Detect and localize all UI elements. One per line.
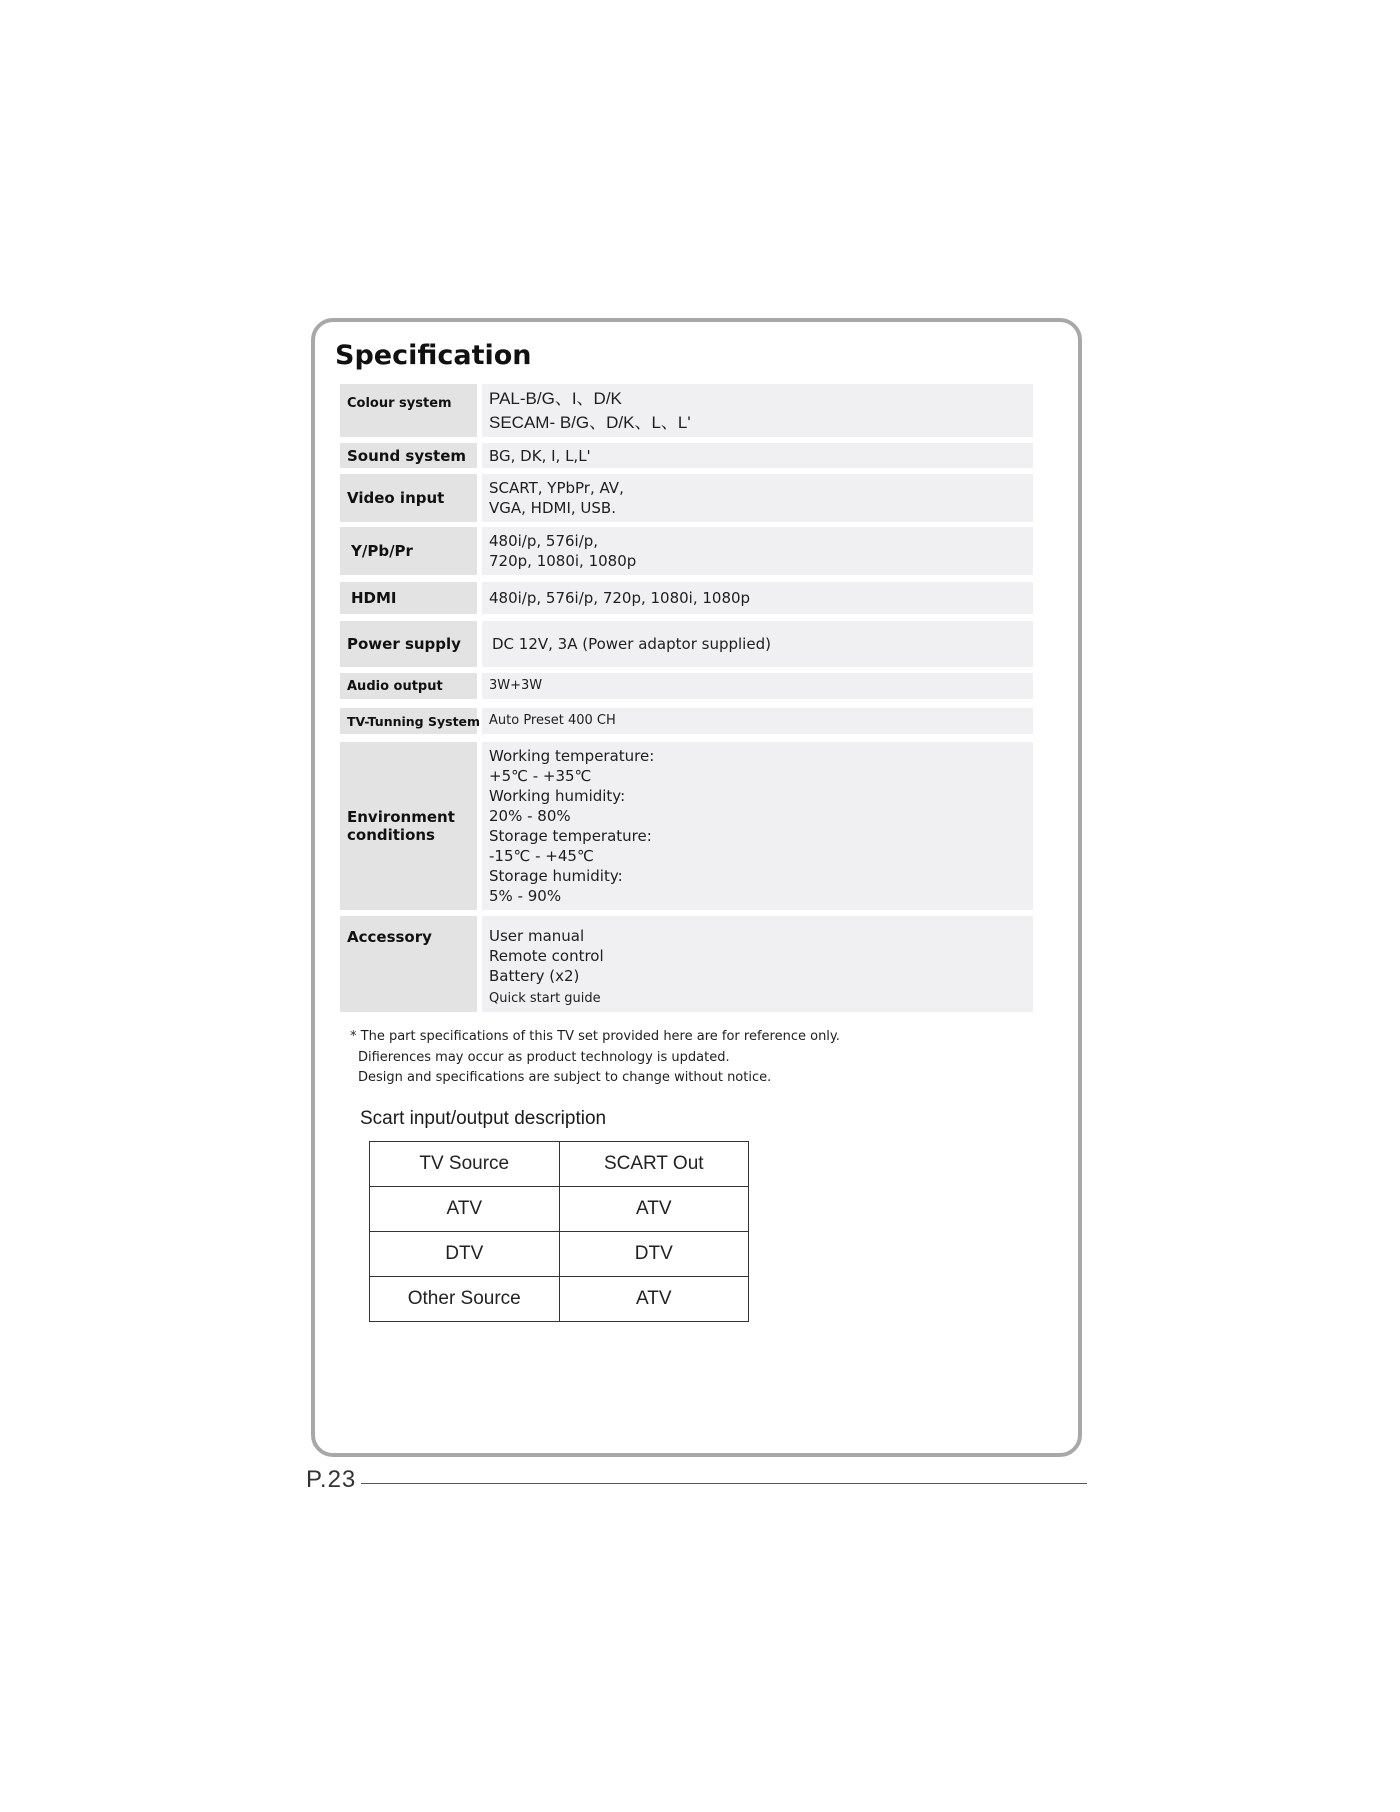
spec-row-ypbpr	[340, 527, 1033, 575]
table-header-cell: TV Source	[370, 1142, 560, 1187]
table-header-row	[370, 1142, 749, 1187]
spec-value	[482, 443, 1033, 468]
table-header-cell: SCART Out	[559, 1142, 749, 1187]
spec-value-line: 720p, 1080i, 1080p	[489, 552, 637, 570]
table-row	[370, 1277, 749, 1322]
spec-value-line: 480i/p, 576i/p, 720p, 1080i, 1080p	[489, 589, 751, 607]
page-title: Specification	[335, 340, 532, 371]
spec-label: Video input	[340, 474, 477, 522]
spec-value-line: Remote control	[489, 947, 604, 965]
table-cell: DTV	[559, 1232, 749, 1277]
disclaimer-line: Design and specifications are subject to change without notice.	[358, 1070, 772, 1085]
spec-value	[482, 384, 1033, 437]
disclaimer-notes	[350, 1027, 840, 1089]
spec-row-tv-tuning-system	[340, 708, 1033, 734]
spec-value	[482, 708, 1033, 734]
spec-value	[482, 742, 1033, 910]
spec-value-line: Storage humidity:	[489, 867, 623, 885]
table-cell: ATV	[559, 1187, 749, 1232]
spec-value	[482, 673, 1033, 699]
spec-row-sound-system	[340, 443, 1033, 468]
spec-value-line: 480i/p, 576i/p,	[489, 532, 599, 550]
spec-value-line: Storage temperature:	[489, 827, 652, 845]
table-row	[370, 1232, 749, 1277]
spec-value-line: +5℃ - +35℃	[489, 767, 592, 785]
spec-label: Power supply	[340, 621, 477, 667]
footer-rule	[361, 1483, 1087, 1484]
spec-value	[482, 582, 1033, 614]
spec-value-line: -15℃ - +45℃	[489, 847, 594, 865]
spec-value-line: SCART, YPbPr, AV,	[489, 479, 624, 497]
spec-value-line: Auto Preset 400 CH	[489, 713, 616, 728]
table-cell: DTV	[370, 1232, 560, 1277]
spec-value-line: SECAM- B/G、D/K、L、L'	[489, 412, 691, 432]
table-cell: ATV	[370, 1187, 560, 1232]
spec-value	[482, 474, 1033, 522]
scart-table	[369, 1141, 749, 1322]
scart-section-title: Scart input/output description	[360, 1108, 607, 1129]
spec-value	[482, 527, 1033, 575]
spec-value-line: Quick start guide	[489, 991, 601, 1006]
disclaimer-line: * The part specifications of this TV set provided here are for reference only.	[350, 1029, 840, 1044]
spec-label: Y/Pb/Pr	[340, 527, 477, 575]
spec-value-line: 3W+3W	[489, 678, 543, 693]
spec-row-accessory	[340, 916, 1033, 1012]
spec-value-line: PAL-B/G、I、D/K	[489, 388, 622, 408]
spec-value	[482, 621, 1033, 667]
spec-row-hdmi	[340, 582, 1033, 614]
spec-value-line: Working humidity:	[489, 787, 626, 805]
spec-row-power-supply	[340, 621, 1033, 667]
spec-label: Accessory	[340, 916, 477, 1012]
spec-label: Audio output	[340, 673, 477, 699]
spec-row-colour-system	[340, 384, 1033, 437]
spec-value-line: 5% - 90%	[489, 887, 562, 905]
spec-value-line: Battery (x2)	[489, 967, 580, 985]
spec-label: HDMI	[340, 582, 477, 614]
spec-row-video-input	[340, 474, 1033, 522]
spec-value-line: BG, DK, I, L,L'	[489, 446, 591, 465]
spec-value-line: 20% - 80%	[489, 807, 571, 825]
spec-label: Environment conditions	[340, 742, 477, 910]
table-cell: ATV	[559, 1277, 749, 1322]
spec-value-line: DC 12V, 3A (Power adaptor supplied)	[492, 635, 771, 653]
spec-label: Colour system	[340, 384, 477, 437]
spec-value-line: VGA, HDMI, USB.	[489, 499, 616, 517]
spec-label: Sound system	[340, 443, 477, 468]
spec-row-audio-output	[340, 673, 1033, 699]
disclaimer-line: Difierences may occur as product technology is updated.	[358, 1049, 730, 1065]
spec-row-environment-conditions	[340, 742, 1033, 910]
spec-value	[482, 916, 1033, 1012]
page-number: P.23	[306, 1466, 357, 1493]
spec-label: TV-Tunning System	[340, 708, 477, 734]
spec-value-line: User manual	[489, 927, 585, 945]
table-cell: Other Source	[370, 1277, 560, 1322]
table-row	[370, 1187, 749, 1232]
spec-value-line: Working temperature:	[489, 747, 655, 765]
